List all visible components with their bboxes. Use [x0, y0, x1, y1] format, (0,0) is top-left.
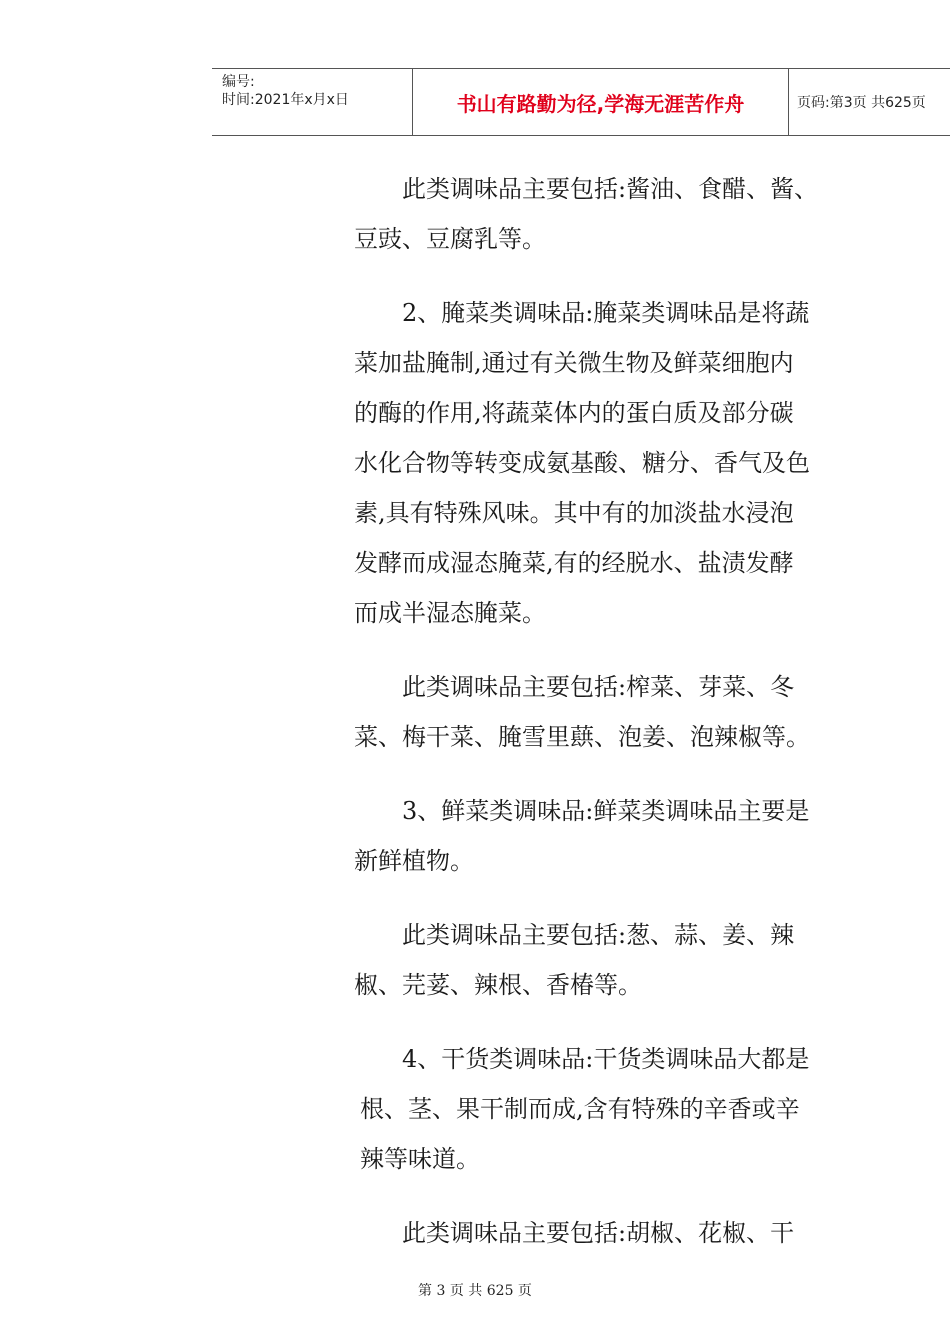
text-line: 素,具有特殊风味。其中有的加淡盐水浸泡: [354, 499, 794, 527]
text-line: 此类调味品主要包括:酱油、食醋、酱、: [402, 175, 819, 203]
text-line: 椒、芫荽、辣根、香椿等。: [354, 971, 642, 999]
paragraph-7: [354, 1208, 874, 1258]
header-page-info: 页码:第3页 共625页: [797, 95, 926, 111]
text-line: 此类调味品主要包括:葱、蒜、姜、辣: [402, 921, 795, 949]
paragraph-4: [354, 786, 874, 886]
paragraph-6: [354, 1034, 874, 1184]
text-line: 菜加盐腌制,通过有关微生物及鲜菜细胞内: [354, 349, 794, 377]
header-time-label: 时间:2021年x月x日: [222, 92, 349, 108]
text-line: 发酵而成湿态腌菜,有的经脱水、盐渍发酵: [354, 549, 794, 577]
text-line: 新鲜植物。: [354, 847, 474, 875]
paragraph-1: [354, 164, 874, 264]
header-motto: 书山有路勤为径,学海无涯苦作舟: [413, 69, 789, 135]
text-line: 菜、梅干菜、腌雪里蕻、泡姜、泡辣椒等。: [354, 723, 810, 751]
text-line: 4、干货类调味品:干货类调味品大都是: [402, 1045, 810, 1073]
page-header: [212, 68, 950, 136]
text-line: 而成半湿态腌菜。: [354, 599, 546, 627]
text-line: 辣等味道。: [360, 1145, 480, 1173]
text-line: 根、茎、果干制而成,含有特殊的辛香或辛: [360, 1095, 800, 1123]
document-body: [354, 164, 874, 1282]
text-line: 此类调味品主要包括:胡椒、花椒、干: [402, 1219, 795, 1247]
text-line: 2、腌菜类调味品:腌菜类调味品是将蔬: [402, 299, 810, 327]
header-meta: [212, 69, 413, 135]
text-line: 的酶的作用,将蔬菜体内的蛋白质及部分碳: [354, 399, 794, 427]
header-number-label: 编号:: [222, 74, 255, 90]
paragraph-5: [354, 910, 874, 1010]
paragraph-3: [354, 662, 874, 762]
text-line: 此类调味品主要包括:榨菜、芽菜、冬: [402, 673, 795, 701]
text-line: 豆豉、豆腐乳等。: [354, 225, 546, 253]
text-line: 3、鲜菜类调味品:鲜菜类调味品主要是: [402, 797, 810, 825]
paragraph-2: [354, 288, 874, 638]
page-footer: 第 3 页 共 625 页: [418, 1283, 532, 1299]
text-line: 水化合物等转变成氨基酸、糖分、香气及色: [354, 449, 810, 477]
